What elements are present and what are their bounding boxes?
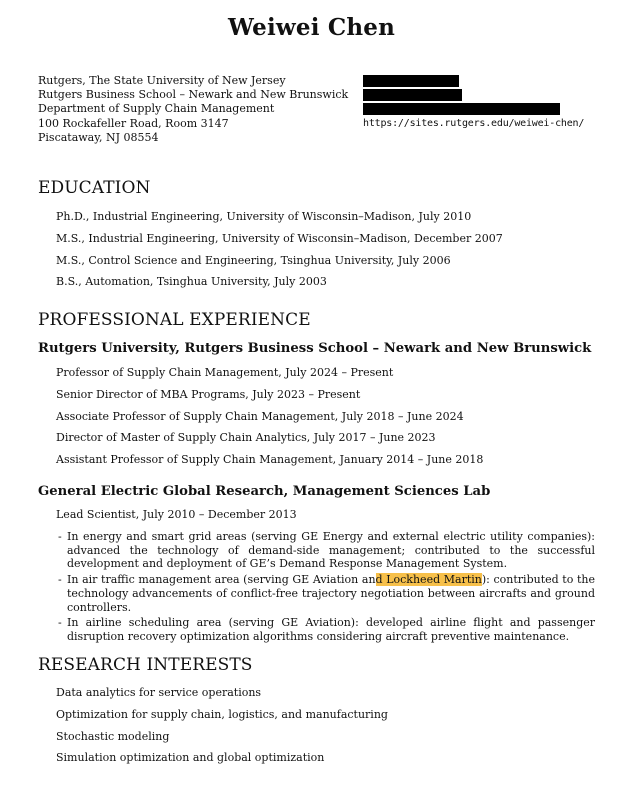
- rutgers-roles: [56, 366, 483, 475]
- bullet-item: - In energy and smart grid areas (serving GE Energy and external electric utility companies): advanced the technology of demand-side management; contributed to the successful development and deployment of GE’s Demand Response Management System.: [58, 530, 595, 571]
- research-list: [56, 686, 388, 773]
- role-item: Assistant Professor of Supply Chain Management, January 2014 – June 2018: [56, 453, 484, 467]
- contact-block: [363, 75, 584, 130]
- education-item: B.S., Automation, Tsinghua University, July 2003: [56, 275, 327, 289]
- role-item: Director of Master of Supply Chain Analytics, July 2017 – June 2023: [56, 431, 436, 445]
- education-heading: EDUCATION: [38, 178, 151, 198]
- ge-bullets: [58, 530, 595, 646]
- research-item: Stochastic modeling: [56, 729, 170, 743]
- education-item: M.S., Industrial Engineering, University of Wisconsin–Madison, December 2007: [56, 231, 503, 245]
- bullet-item: - In air traffic management area (serving GE Aviation and Lockheed Martin): contributed to the technology advancements of conflict-free trajectory negotiation between aircrafts and ground controllers.: [58, 573, 595, 614]
- highlighted-text: d Lockheed Martin: [375, 573, 482, 587]
- address-line: 100 Rockafeller Road, Room 3147: [38, 116, 229, 130]
- research-item: Simulation optimization and global optimization: [56, 751, 325, 765]
- homepage-link[interactable]: https://sites.rutgers.edu/weiwei-chen/: [363, 117, 585, 129]
- role-item: Associate Professor of Supply Chain Management, July 2018 – June 2024: [56, 409, 464, 423]
- bullet-item: - In airline scheduling area (serving GE Aviation): developed airline flight and passenger disruption recovery optimization algorithms considering aircraft preventive maintenance.: [58, 616, 595, 643]
- experience-heading: PROFESSIONAL EXPERIENCE: [38, 310, 311, 330]
- research-item: Optimization for supply chain, logistics, and manufacturing: [56, 707, 388, 721]
- ge-org: General Electric Global Research, Management Sciences Lab: [38, 484, 491, 499]
- cv-name: Weiwei Chen: [227, 14, 396, 41]
- education-list: [56, 210, 503, 297]
- rutgers-org: Rutgers University, Rutgers Business School – Newark and New Brunswick: [38, 341, 592, 356]
- address-line: Piscataway, NJ 08554: [38, 130, 159, 144]
- address-line: Department of Supply Chain Management: [38, 102, 275, 116]
- role-item: Lead Scientist, July 2010 – December 2013: [56, 508, 297, 521]
- research-item: Data analytics for service operations: [56, 686, 262, 699]
- redacted-email: [363, 89, 462, 101]
- ge-roles: [56, 508, 297, 530]
- role-item: Senior Director of MBA Programs, July 2023 – Present: [56, 387, 361, 401]
- address-line: Rutgers Business School – Newark and New Brunswick: [38, 88, 349, 102]
- research-heading: RESEARCH INTERESTS: [38, 655, 253, 675]
- address-line: Rutgers, The State University of New Jersey: [38, 74, 286, 87]
- role-item: Professor of Supply Chain Management, July 2024 – Present: [56, 366, 394, 379]
- education-item: M.S., Control Science and Engineering, Tsinghua University, July 2006: [56, 253, 451, 267]
- redacted-phone: [363, 75, 459, 87]
- address-block: [38, 74, 348, 145]
- redacted-field: [363, 103, 560, 115]
- education-item: Ph.D., Industrial Engineering, University of Wisconsin–Madison, July 2010: [56, 210, 472, 223]
